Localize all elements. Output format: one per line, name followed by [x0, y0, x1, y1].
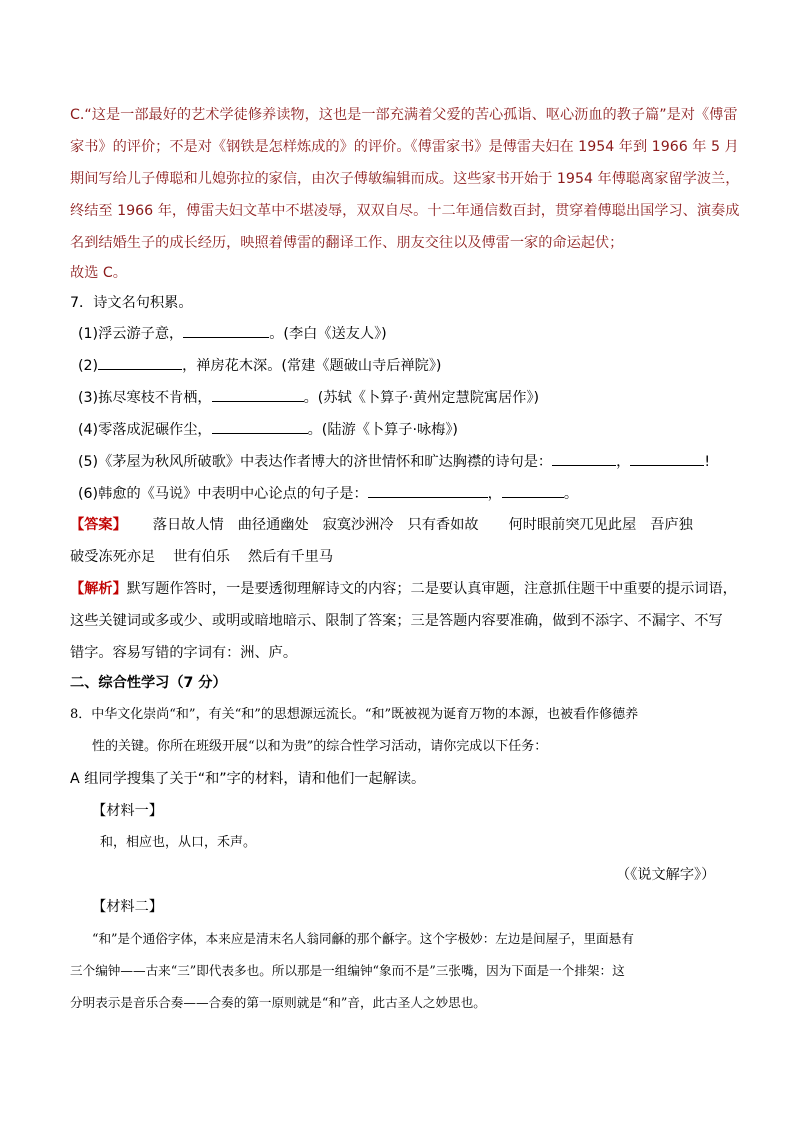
answer-7: 破受冻死亦足	[70, 549, 156, 565]
analysis-line-5: 名到结婚生子的成长经历，映照着傅雷的翻译工作、朋友交往以及傅雷一家的命运起伏；	[70, 235, 624, 251]
explain-label: 【解析】	[70, 581, 127, 597]
answer-blank	[183, 323, 269, 338]
answer-line-1	[70, 515, 693, 535]
q7-item-3-pre: (3)拣尽寒枝不肯栖，	[78, 390, 212, 406]
q7-item-6-mid: ，	[487, 486, 502, 502]
q7-item-4	[78, 419, 458, 440]
q7-item-1-post: 。(李白《送友人》)	[269, 326, 387, 342]
explain-line-2: 这些关键词或多或少、或明或暗地暗示、限制了答案；三是答题内容要准确，做到不添字、不漏字、不写	[70, 613, 723, 629]
analysis-line-1: C.“这是一部最好的艺术学徒修养读物，这也是一部充满着父爱的苦心孤诣、呕心沥血的教子篇”是对《傅雷	[70, 107, 738, 123]
answer-9: 然后有千里马	[247, 549, 334, 565]
q7-item-5-pre: (5)《茅屋为秋风所破歌》中表达作者博大的济世情怀和旷达胸襟的诗句是：	[78, 454, 553, 470]
answer-8: 世有伯乐	[173, 549, 230, 565]
q7-item-3	[78, 387, 539, 408]
explain-line-1	[70, 579, 737, 599]
choice-result: 故选 C。	[70, 265, 127, 281]
q7-item-4-post: 。(陆游《卜算子·咏梅》)	[307, 422, 458, 438]
q7-item-5-mid: ，	[616, 454, 631, 470]
material-2-line-3: 分明表示是音乐合奏——合奏的第一原则就是“和”音，此古圣人之妙思也。	[70, 995, 486, 1010]
answer-5: 何时眼前突兀见此屋	[508, 517, 637, 533]
q7-item-4-pre: (4)零落成泥碾作尘，	[78, 422, 212, 438]
material-1-source: （《说文解字》）	[616, 867, 716, 883]
answer-1: 落日故人情	[152, 517, 224, 533]
answer-blank	[98, 355, 182, 370]
analysis-line-2: 家书》的评价；不是对《钢铁是怎样炼成的》的评价。《傅雷家书》是傅雷夫妇在 1954 年到 1966 年 5 月	[70, 139, 739, 155]
q8-line-2: 性的关键。你所在班级开展“以和为贵”的综合性学习活动，请你完成以下任务：	[92, 739, 548, 754]
q7-item-6	[78, 483, 578, 504]
q7-item-1	[78, 323, 387, 344]
answer-blank	[552, 451, 616, 466]
answer-3: 寂寞沙洲冷	[322, 517, 394, 533]
q7-item-5-post: !	[704, 454, 710, 470]
answer-blank	[212, 419, 308, 434]
section-2-heading: 二、综合性学习（7 分）	[70, 675, 227, 691]
answer-blank	[502, 483, 564, 498]
answer-line-2	[70, 547, 333, 567]
explain-text-1: 默写题作答时，一是要透彻理解诗文的内容；二是要认真审题，注意抓住题干中重要的提示词语，	[126, 581, 737, 597]
q7-item-5	[78, 451, 710, 472]
q7-item-6-pre: (6)韩愈的《马说》中表明中心论点的句子是：	[78, 486, 368, 502]
answer-blank	[368, 483, 488, 498]
answer-blank	[212, 387, 304, 402]
material-1-title: 【材料一】	[92, 803, 163, 819]
material-2-line-1: “和”是个通俗字体，本来应是清末名人翁同龢的那个龢字。这个字极妙：左边是间屋子，里面悬有	[92, 931, 634, 946]
answer-blank	[630, 451, 704, 466]
answer-6: 吾庐独	[650, 517, 693, 533]
q7-item-3-post: 。(苏轼《卜算子·黄州定慧院寓居作》)	[303, 390, 540, 406]
q7-title: 7．诗文名句积累。	[70, 295, 193, 311]
explain-line-3: 错字。容易写错的字词有：洲、庐。	[70, 645, 298, 661]
answer-2: 曲径通幽处	[237, 517, 309, 533]
q7-item-2-pre: (2)	[78, 358, 99, 374]
q7-item-2	[78, 355, 441, 376]
answer-4: 只有香如故	[407, 517, 479, 533]
q7-item-2-post: ，禅房花木深。(常建《题破山寺后禅院》)	[182, 358, 442, 374]
material-2-line-2: 三个编钟——古来“三”即代表多也。所以那是一组编钟“象而不是”三张嘴，因为下面是一个排架：这	[70, 963, 625, 978]
analysis-line-3: 期间写给儿子傅聪和儿媳弥拉的家信，由次子傅敏编辑而成。这些家书开始于 1954 年傅聪离家留学波兰，	[70, 171, 740, 187]
q8-line-1: 8．中华文化崇尚“和”，有关“和”的思想源远流长。“和”既被视为诞育万物的本源，也被看作修德养	[70, 707, 639, 722]
analysis-line-4: 终结至 1966 年，傅雷夫妇文革中不堪凌辱，双双自尽。十二年通信数百封，贯穿着傅聪出国学习、演奏成	[70, 203, 740, 219]
q7-item-6-post: 。	[563, 486, 579, 502]
q7-item-1-pre: (1)浮云游子意，	[78, 326, 184, 342]
q8-line-3: A 组同学搜集了关于“和”字的材料，请和他们一起解读。	[70, 771, 426, 787]
material-1-text: 和，相应也，从口，禾声。	[100, 835, 257, 850]
answer-label: 【答案】	[70, 517, 127, 533]
material-2-title: 【材料二】	[92, 899, 163, 915]
